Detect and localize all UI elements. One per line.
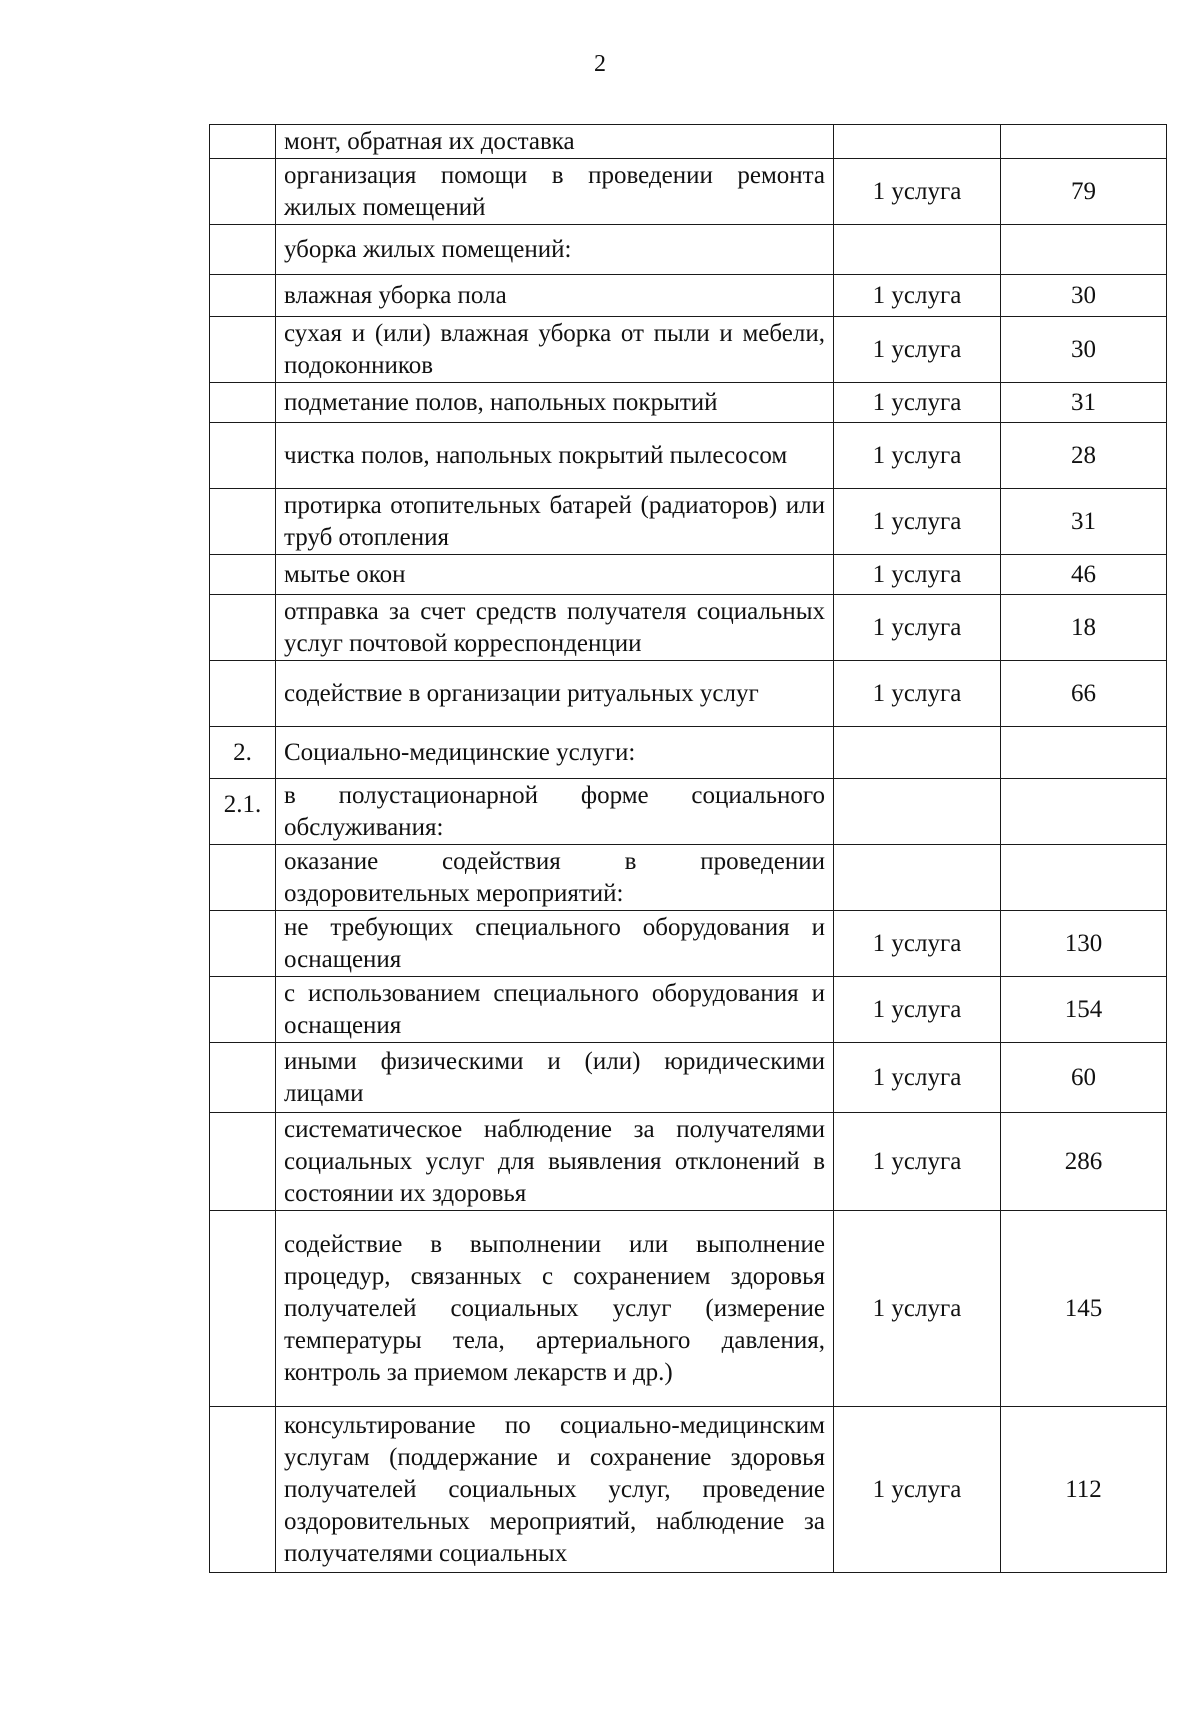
row-number: [210, 555, 276, 595]
service-value: [1001, 845, 1167, 911]
table-row: [210, 1043, 1167, 1113]
service-value: 28: [1001, 423, 1167, 489]
service-unit: 1 услуга: [834, 489, 1001, 555]
service-description: содействие в выполнении или выполнение процедур, связанных с сохранением здоровья получателей социальных услуг (измерение температуры тела, артериального давления, контроль за приемом лекарств и др.): [276, 1211, 834, 1407]
row-number: [210, 977, 276, 1043]
row-number: [210, 911, 276, 977]
service-unit: 1 услуга: [834, 1043, 1001, 1113]
service-unit: [834, 225, 1001, 275]
section-row: [210, 779, 1167, 845]
row-number: [210, 423, 276, 489]
row-number: [210, 317, 276, 383]
service-description: сухая и (или) влажная уборка от пыли и мебели, подоконников: [276, 317, 834, 383]
row-number: [210, 1407, 276, 1573]
service-value: [1001, 225, 1167, 275]
table-row: [210, 159, 1167, 225]
service-unit: 1 услуга: [834, 1407, 1001, 1573]
row-number: [210, 845, 276, 911]
service-value: [1001, 125, 1167, 159]
service-unit: [834, 845, 1001, 911]
table-row: [210, 1113, 1167, 1211]
service-value: 46: [1001, 555, 1167, 595]
row-number: [210, 125, 276, 159]
service-value: 60: [1001, 1043, 1167, 1113]
service-description: влажная уборка пола: [276, 275, 834, 317]
service-unit: [834, 779, 1001, 845]
table-row: [210, 489, 1167, 555]
service-unit: 1 услуга: [834, 595, 1001, 661]
table-row: [210, 317, 1167, 383]
service-unit: 1 услуга: [834, 159, 1001, 225]
service-value: 30: [1001, 275, 1167, 317]
service-value: 130: [1001, 911, 1167, 977]
service-unit: [834, 125, 1001, 159]
service-value: 31: [1001, 383, 1167, 423]
service-unit: 1 услуга: [834, 423, 1001, 489]
table-row: [210, 275, 1167, 317]
section-number: 2.: [210, 727, 276, 779]
service-description: не требующих специального оборудования и оснащения: [276, 911, 834, 977]
section-number: 2.1.: [210, 779, 276, 845]
row-number: [210, 159, 276, 225]
service-unit: 1 услуга: [834, 977, 1001, 1043]
service-description: уборка жилых помещений:: [276, 225, 834, 275]
row-number: [210, 661, 276, 727]
service-description: отправка за счет средств получателя социальных услуг почтовой корреспонденции: [276, 595, 834, 661]
service-description: мытье окон: [276, 555, 834, 595]
table-row: [210, 977, 1167, 1043]
section-title: Социально-медицинские услуги:: [276, 727, 834, 779]
service-value: 66: [1001, 661, 1167, 727]
row-number: [210, 489, 276, 555]
service-unit: 1 услуга: [834, 661, 1001, 727]
table-row: [210, 911, 1167, 977]
service-value: 30: [1001, 317, 1167, 383]
service-value: 145: [1001, 1211, 1167, 1407]
service-description: иными физическими и (или) юридическими лицами: [276, 1043, 834, 1113]
service-description: организация помощи в проведении ремонта жилых помещений: [276, 159, 834, 225]
service-description: монт, обратная их доставка: [276, 125, 834, 159]
service-description: систематическое наблюдение за получателями социальных услуг для выявления отклонений в состоянии их здоровья: [276, 1113, 834, 1211]
table-row: [210, 1407, 1167, 1573]
row-number: [210, 595, 276, 661]
table-row: [210, 661, 1167, 727]
service-unit: [834, 727, 1001, 779]
service-value: 31: [1001, 489, 1167, 555]
service-description: консультирование по социально-медицинским услугам (поддержание и сохранение здоровья получателей социальных услуг, проведение оздоровительных мероприятий, наблюдение за получателями социальных: [276, 1407, 834, 1573]
service-description: оказание содействия в проведении оздоровительных мероприятий:: [276, 845, 834, 911]
service-value: 286: [1001, 1113, 1167, 1211]
service-value: 154: [1001, 977, 1167, 1043]
service-unit: 1 услуга: [834, 555, 1001, 595]
page-number: 2: [594, 51, 606, 77]
row-number: [210, 1043, 276, 1113]
service-description: чистка полов, напольных покрытий пылесосом: [276, 423, 834, 489]
service-value: [1001, 727, 1167, 779]
table-row: [210, 845, 1167, 911]
service-value: 79: [1001, 159, 1167, 225]
section-title: в полустационарной форме социального обслуживания:: [276, 779, 834, 845]
row-number: [210, 275, 276, 317]
service-value: 112: [1001, 1407, 1167, 1573]
row-number: [210, 1113, 276, 1211]
service-description: с использованием специального оборудования и оснащения: [276, 977, 834, 1043]
service-description: подметание полов, напольных покрытий: [276, 383, 834, 423]
table-row: [210, 383, 1167, 423]
services-table: [209, 124, 1167, 1573]
service-unit: 1 услуга: [834, 911, 1001, 977]
table-row: [210, 595, 1167, 661]
service-unit: 1 услуга: [834, 317, 1001, 383]
table-row: [210, 1211, 1167, 1407]
row-number: [210, 1211, 276, 1407]
service-value: 18: [1001, 595, 1167, 661]
row-number: [210, 225, 276, 275]
section-row: [210, 727, 1167, 779]
service-value: [1001, 779, 1167, 845]
service-description: содействие в организации ритуальных услуг: [276, 661, 834, 727]
table-row: [210, 125, 1167, 159]
table-row: [210, 423, 1167, 489]
service-unit: 1 услуга: [834, 1113, 1001, 1211]
service-unit: 1 услуга: [834, 383, 1001, 423]
table-row: [210, 555, 1167, 595]
service-unit: 1 услуга: [834, 1211, 1001, 1407]
table-row: [210, 225, 1167, 275]
service-description: протирка отопительных батарей (радиаторов) или труб отопления: [276, 489, 834, 555]
row-number: [210, 383, 276, 423]
service-unit: 1 услуга: [834, 275, 1001, 317]
